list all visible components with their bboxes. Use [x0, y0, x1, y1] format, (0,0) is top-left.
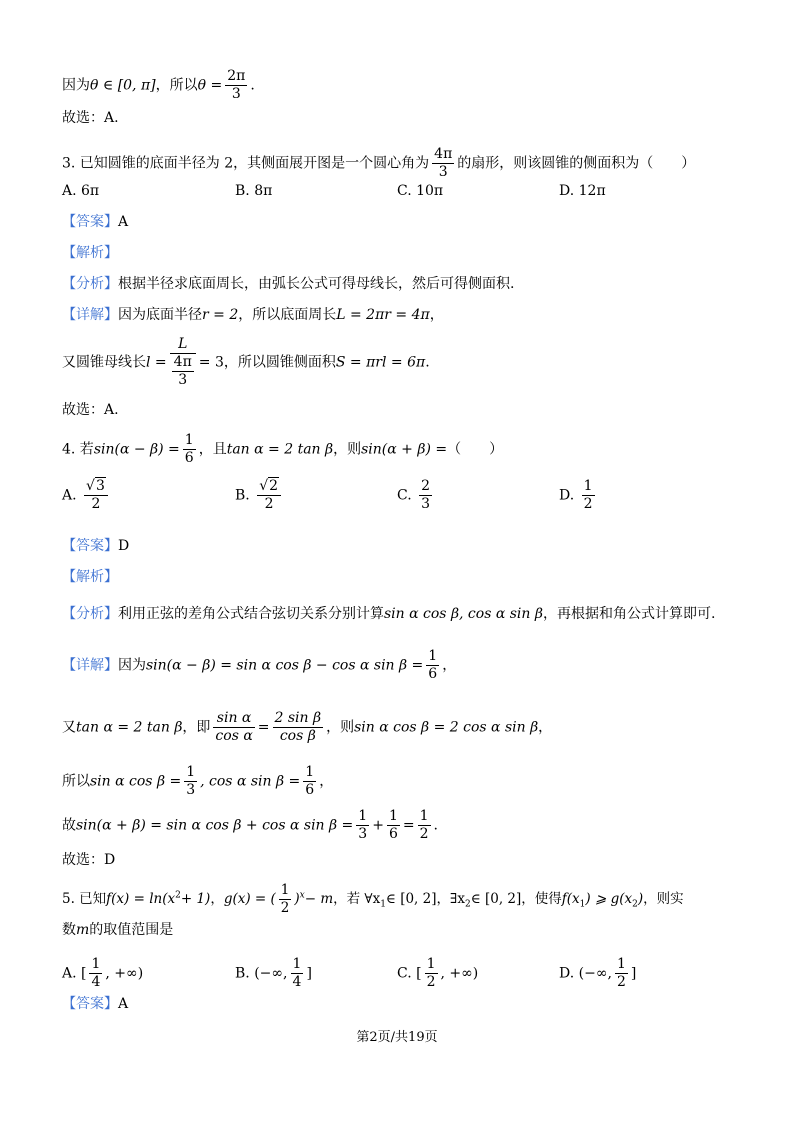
answer-choice-line: 故选：A.: [62, 402, 119, 418]
answer-choice-line: 故选：D: [62, 852, 116, 868]
question-5: 5. 已知$f(x) = \ln(x^2+ 1)$，g(x) = ( $\frac{1}{2}$ )$^x$− m，若 $\forall x_1\in$ [0, 2]，$\exists x_2\in$ [0, 2]，使得$f(x_1)$ ⩾ $g(x_2)$，则实: [62, 882, 684, 916]
answer-3: 【答案】A: [62, 214, 129, 230]
fraction: $\frac{2\pi}{3}$: [227, 68, 246, 102]
option-c: C. [ $\frac{1}{2}$ , +∞): [397, 956, 479, 990]
detail-4-step-3: 所以sin α cos β = $\frac{1}{3}$ , cos α sin β = $\frac{1}{6}$ ，: [62, 764, 334, 798]
answer-choice-line: 故选：A.: [62, 110, 119, 126]
fraction: $\frac{4\pi}{3}$: [434, 146, 453, 180]
option-a: A. [ $\frac{1}{4}$ , +∞): [62, 956, 144, 990]
detail-3: 【详解】因为底面半径r = 2，所以底面周长L = 2πr = 4π，: [62, 307, 444, 323]
option-c: C. $\frac{2}{3}$: [397, 478, 431, 512]
answer-5: 【答案】A: [62, 996, 129, 1012]
page-footer: 第2页/共19页: [356, 1030, 438, 1045]
analysis-3: 【分析】根据半径求底面周长，由弧长公式可得母线长，然后可得侧面积.: [62, 276, 515, 292]
detail-4-step-2: 又tan α = 2 tan β，即 $\frac{\text{sin α}}{\text{cos α}}$ = $\frac{\text{2 sin β}}{\text{cos β}}$ ，则sin α cos β = 2 cos α sin β，: [62, 710, 553, 744]
analysis-heading: 【解析】: [62, 569, 118, 585]
option-d: D. 12π: [559, 183, 606, 199]
fraction: $\frac{1}{6}$: [428, 648, 438, 682]
answer-4: 【答案】D: [62, 538, 130, 554]
detail-4: 【详解】因为sin(α − β) = sin α cos β − cos α sin β = $\frac{1}{6}$ ，: [62, 648, 457, 682]
option-a: A. $\frac{√3}{2}$: [62, 478, 111, 513]
option-a: A. 6π: [62, 183, 100, 199]
detail-4-step-4: 故sin(α + β) = sin α cos β + cos α sin β = $\frac{1}{3}$ + $\frac{1}{6}$ = $\frac{1}{2}$ .: [62, 808, 438, 842]
line-theta-range: 因为θ ∈ [0, π]，所以θ = $\frac{2\pi}{3}$ .: [62, 68, 255, 102]
option-b: B. $\frac{√2}{2}$: [235, 478, 284, 513]
option-b: B. 8π: [235, 183, 273, 199]
analysis-4: 【分析】利用正弦的差角公式结合弦切关系分别计算sin α cos β, cos α sin β，再根据和角公式计算即可.: [62, 606, 716, 622]
question-5-line-2: 数m的取值范围是: [62, 922, 174, 938]
option-c: C. 10π: [397, 183, 444, 199]
question-3: 3. 已知圆锥的底面半径为 2，其侧面展开图是一个圆心角为 $\frac{4\pi}{3}$ 的扇形，则该圆锥的侧面积为（ ）: [62, 146, 696, 180]
fraction: $\frac{1}{6}$: [184, 432, 194, 466]
option-d: D. (−∞, $\frac{1}{2}$ ]: [559, 956, 637, 990]
slant-height-line: 又圆锥母线长l = $\frac{L}{\frac{4\pi}{3}}$ = 3，所以圆锥侧面积S = πrl = 6π.: [62, 336, 430, 388]
analysis-heading: 【解析】: [62, 245, 118, 261]
option-b: B. (−∞, $\frac{1}{4}$ ]: [235, 956, 312, 990]
nested-fraction: $\frac{L}{\frac{4\pi}{3}}$: [170, 336, 196, 389]
question-4: 4. 若sin(α − β) = $\frac{1}{6}$ ，且tan α = 2 tan β，则sin(α + β) =（ ）: [62, 432, 504, 466]
option-d: D. $\frac{1}{2}$: [559, 478, 593, 512]
